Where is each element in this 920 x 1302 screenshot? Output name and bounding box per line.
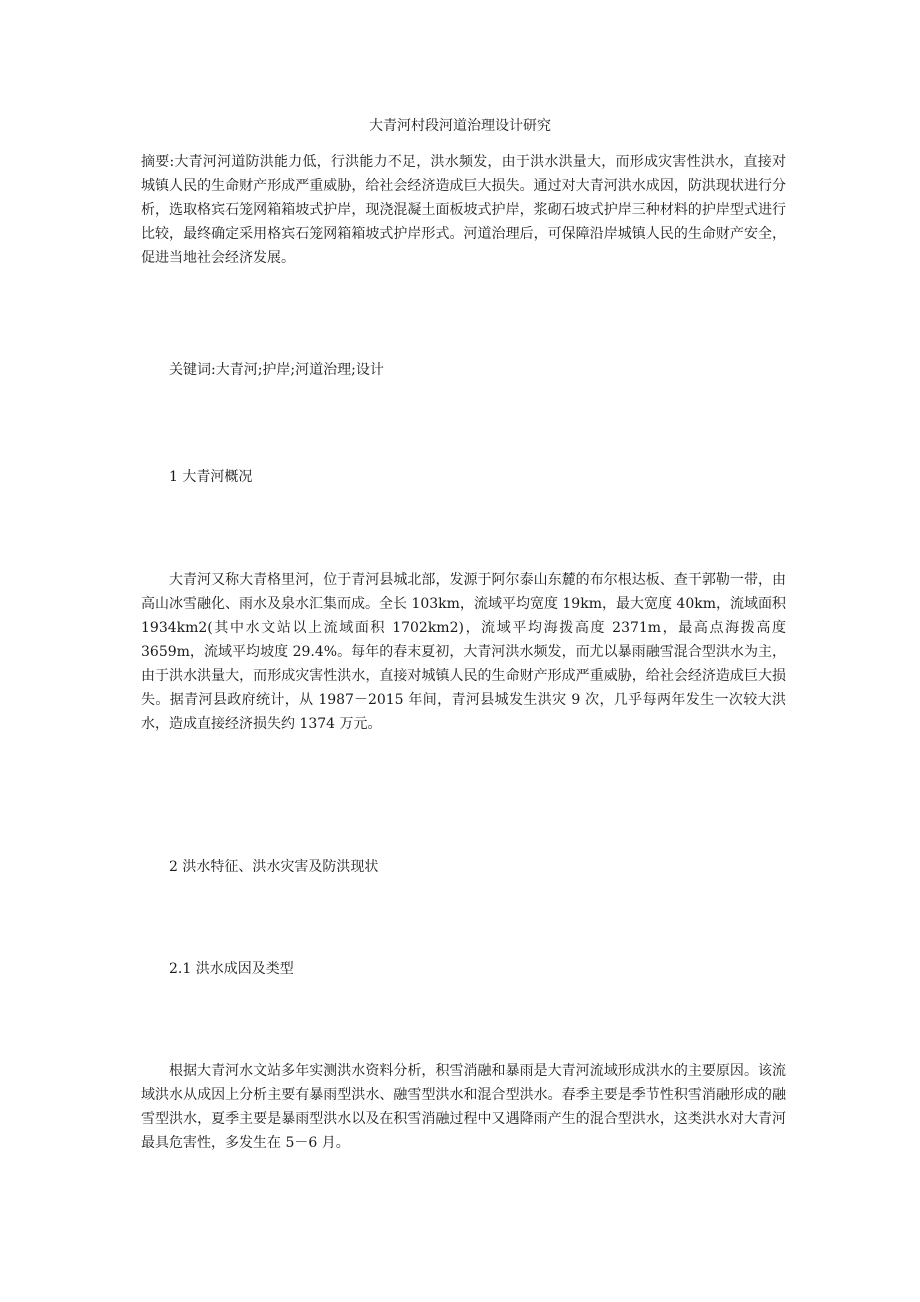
section-2-1-heading: 2.1 洪水成因及类型 [169, 961, 294, 977]
abstract-paragraph: 摘要:大青河河道防洪能力低，行洪能力不足，洪水频发，由于洪水洪量大，而形成灾害性洪水，直接对城镇人民的生命财产形成严重威胁，给社会经济造成巨大损失。通过对大青河洪水成因，防洪现状进行分析，选取格宾石笼网箱箱坡式护岸，现浇混凝土面板坡式护岸，浆砌石坡式护岸三种材料的护岸型式进行比较，最终确定采用格宾石笼网箱箱坡式护岸形式。河道治理后，可保障沿岸城镇人民的生命财产安全，促进当地社会经济发展。 [141, 154, 786, 266]
section-2-heading: 2 洪水特征、洪水灾害及防洪现状 [169, 859, 379, 875]
section-1-heading: 1 大青河概况 [169, 469, 253, 485]
keywords-line: 关键词:大青河;护岸;河道治理;设计 [169, 362, 384, 378]
section-1-paragraph: 大青河又称大青格里河，位于青河县城北部，发源于阿尔泰山东麓的布尔根达板、查干郭勒一带，由高山冰雪融化、雨水及泉水汇集而成。全长 103km，流域平均宽度 19km，最大宽度 40km，流域面积 1934km2(其中水文站以上流域面积 1702km2)，流域平均海拨高度 2371m，最高点海拨高度 3659m，流域平均坡度 29.4%。每年的春末夏初，大青河洪水频发，而尤以暴雨融雪混合型洪水为主，由于洪水洪量大，而形成灾害性洪水，直接对城镇人民的生命财产形成严重威胁，给社会经济造成巨大损失。据青河县政府统计，从 1987－2015 年间，青河县城发生洪灾 9 次，几乎每两年发生一次较大洪水，造成直接经济损失约 1374 万元。 [141, 572, 786, 732]
section-2-1-paragraph: 根据大青河水文站多年实测洪水资料分析，积雪消融和暴雨是大青河流域形成洪水的主要原因。该流域洪水从成因上分析主要有暴雨型洪水、融雪型洪水和混合型洪水。春季主要是季节性积雪消融形成的融雪型洪水，夏季主要是暴雨型洪水以及在积雪消融过程中又遇降雨产生的混合型洪水，这类洪水对大青河最具危害性，多发生在 5－6 月。 [141, 1063, 786, 1151]
document-title: 大青河村段河道治理设计研究 [369, 118, 551, 134]
